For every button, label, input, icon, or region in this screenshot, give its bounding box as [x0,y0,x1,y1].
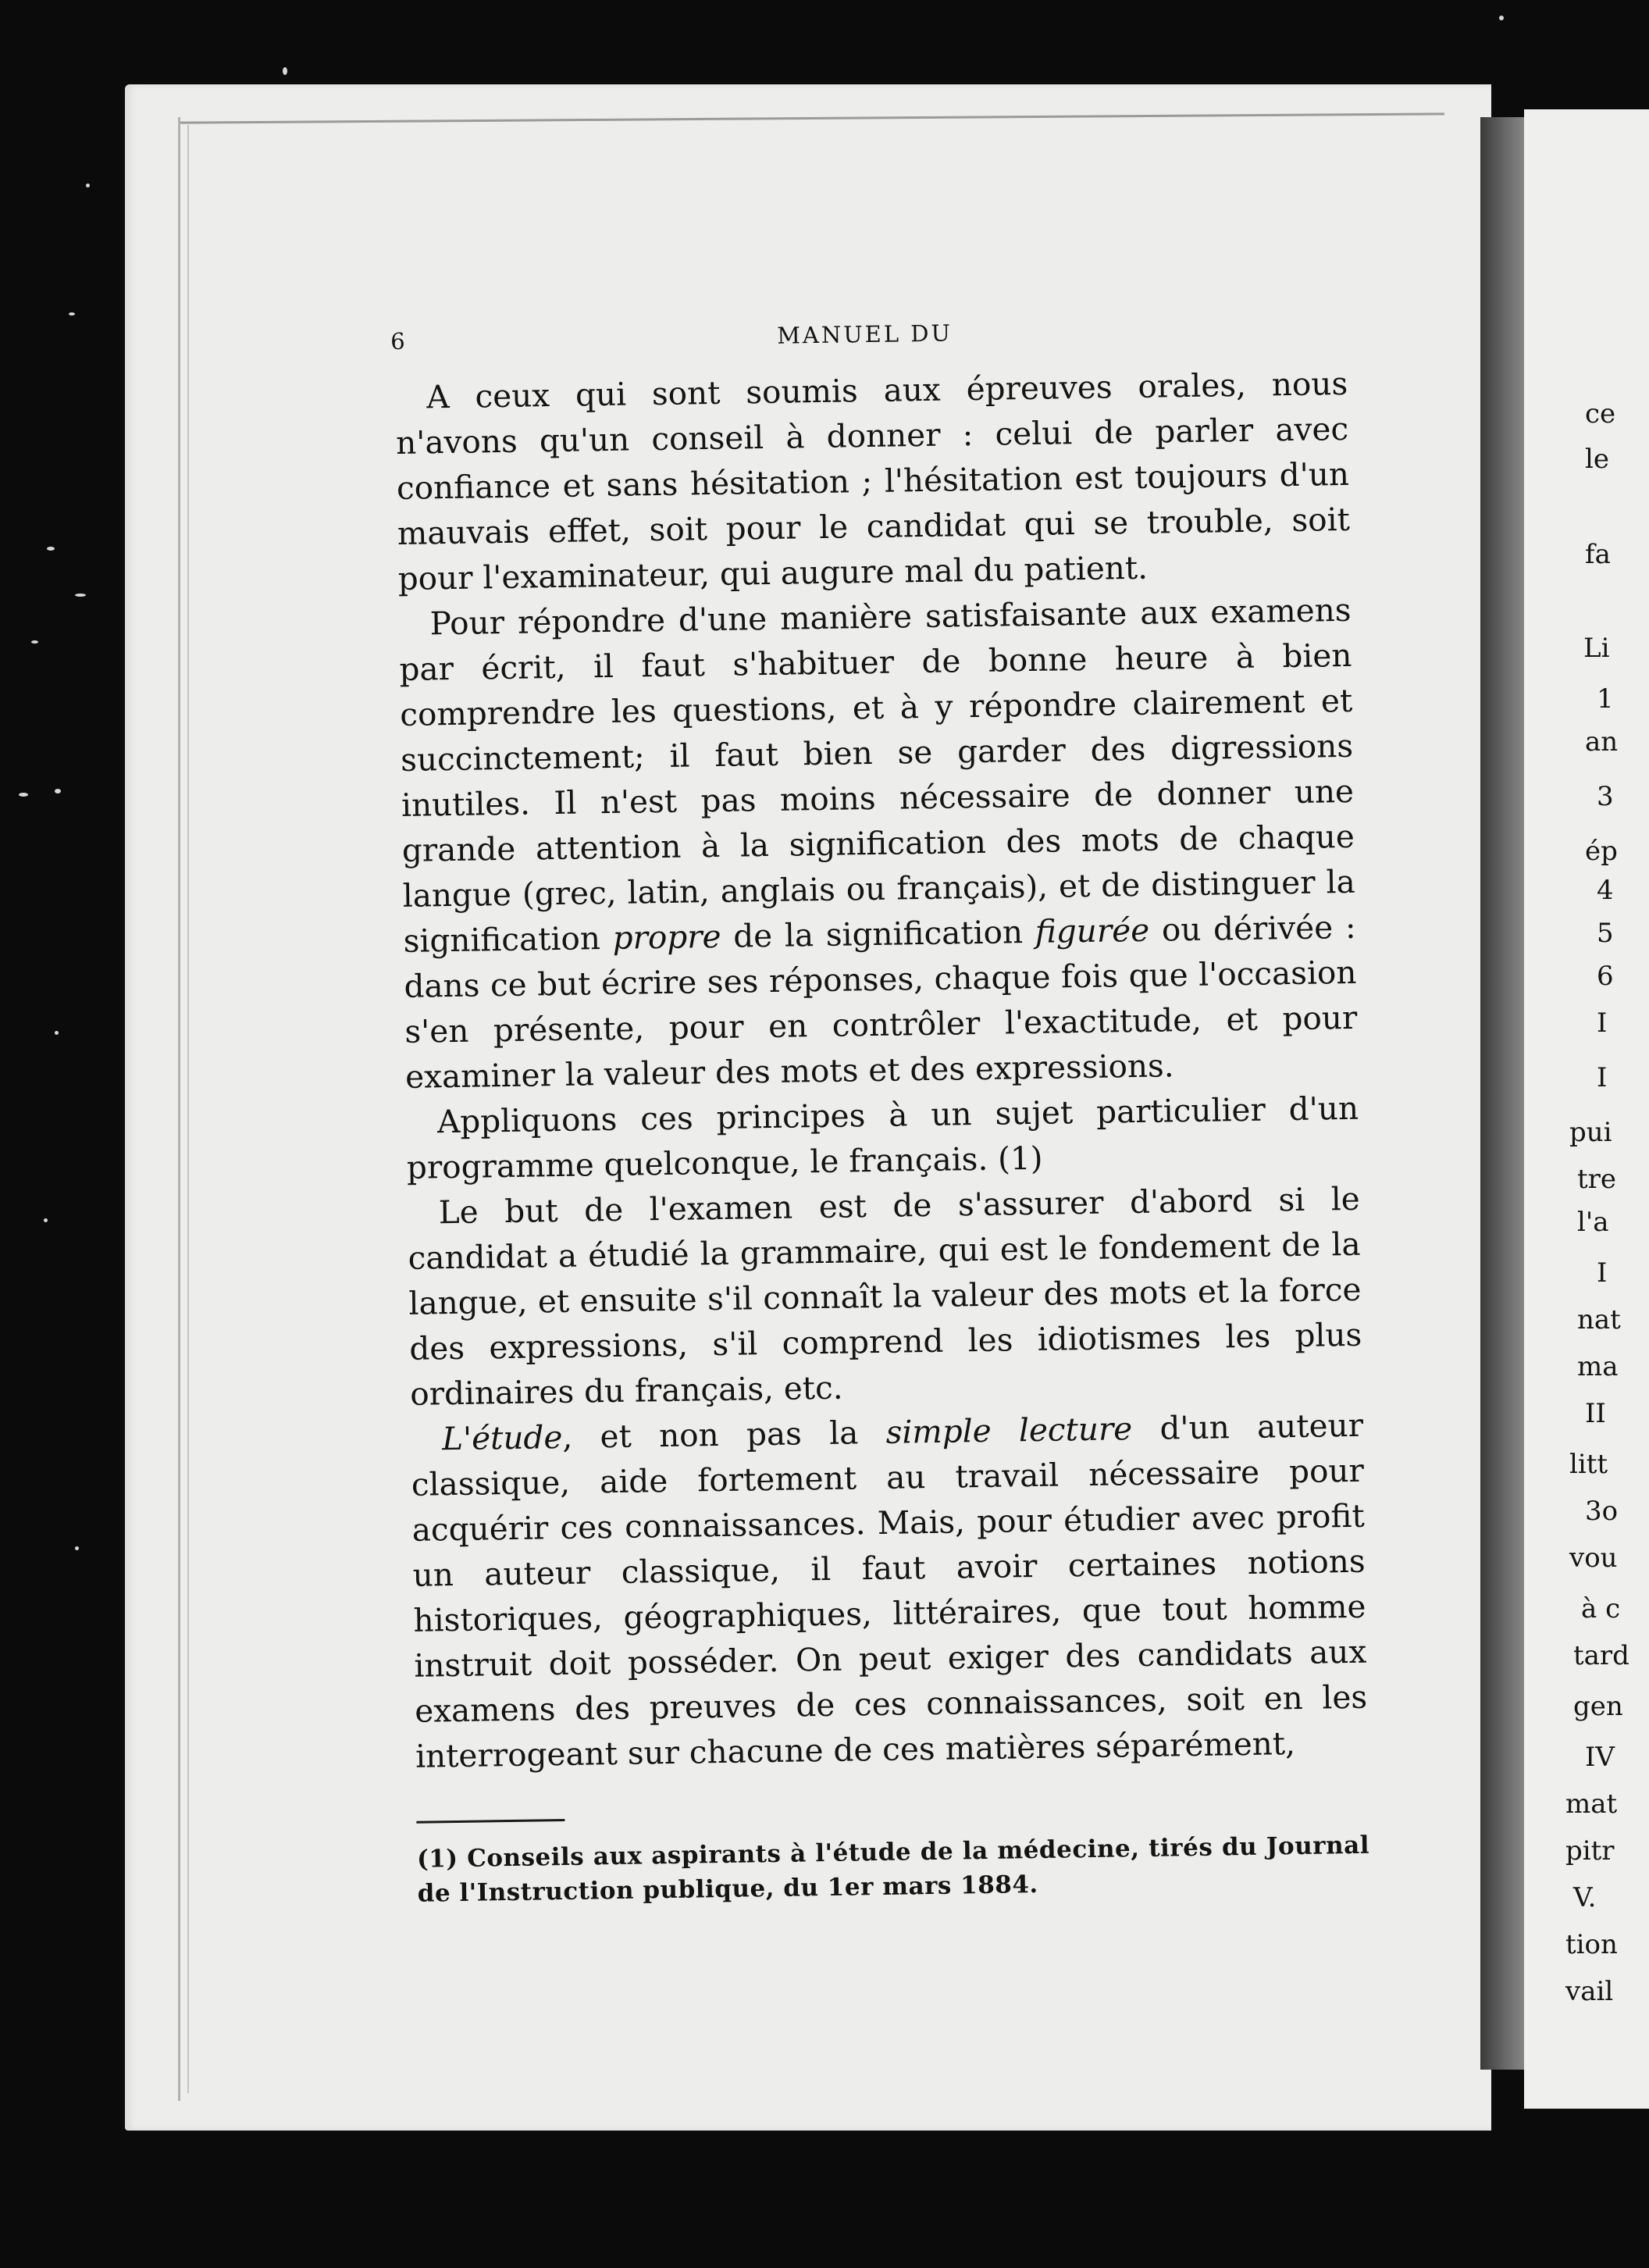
dust-speck [75,1546,79,1550]
right-page-fragment: 4 [1597,875,1614,906]
right-page-fragment: l'a [1577,1207,1609,1238]
footnote: (1) Conseils aux aspirants à l'étude de la médecine, tirés du Journal de l'Instruction publique, du 1er mars 1884. [416,1831,1370,1908]
right-page-fragment: ép [1585,836,1618,867]
paragraph [398,587,1358,1100]
right-page-fragment: vail [1565,1976,1614,2007]
dust-speck [47,547,55,551]
dust-speck [75,594,86,597]
right-page-fragment: 3o [1585,1496,1619,1527]
right-page-fragment: I [1597,1257,1608,1289]
italic-term: simple lecture [885,1410,1133,1451]
right-page-fragment: IV [1585,1742,1615,1773]
right-page-fragment: an [1585,726,1619,758]
book-gutter [1480,117,1527,2070]
paragraph: Appliquons ces principes à un sujet particulier d'un programme quelconque, le français. (1) [406,1089,1359,1186]
page-frame-rule [178,117,180,2101]
right-page-fragment: tre [1577,1164,1617,1195]
paragraph-text: d'un auteur classique, aide fortement au travail nécessaire pour acquérir ces connaissances. Mais, pour étudier avec profit un auteur classique, il faut avoir certaines notions historiques, géographiques, littéraires, que tout homme instruit doit posséder. On peut exiger des candidats aux examens des preuves de ces connaissances, soit en les interrogeant sur chacune de ces matières séparément, [411,1406,1368,1775]
dust-speck [55,789,61,793]
italic-term: figurée [1035,911,1150,950]
page-number: 6 [390,327,408,355]
paragraph: Le but de l'examen est de s'assurer d'abord si le candidat a étudié la grammaire, qui est le fondement de la langue, et ensuite s'il connaît la valeur des mots et la force des expressions, s'il comprend les idiotismes les plus ordinaires du français, etc. [408,1179,1362,1413]
dust-speck [69,312,75,316]
right-page-fragment: ma [1577,1351,1619,1382]
footnote-rule [416,1819,565,1824]
paragraph [411,1403,1369,1779]
right-page-fragment: ce [1585,398,1616,430]
right-page-fragment: 6 [1597,961,1614,992]
paragraph-text: , et non pas la [561,1413,886,1456]
right-page-fragment: tion [1565,1929,1618,1960]
paragraph-text: ou dérivée : dans ce but écrire ses réponses, chaque fois que l'occasion s'en présente, pour en contrôler l'exactitude, et pour examiner la valeur des mots et des expressions. [404,908,1358,1096]
running-head-title: MANUEL DU [776,319,953,349]
page-text-block [390,314,1370,1911]
right-page-fragment: Li [1583,633,1610,664]
right-page-fragment: gen [1573,1691,1623,1722]
right-page-fragment: nat [1577,1304,1621,1335]
right-page-fragment: V. [1573,1882,1597,1913]
right-page-fragment: pitr [1565,1835,1615,1867]
italic-term: propre [612,917,721,957]
right-page-fragment: 1 [1597,683,1614,715]
paragraph: A ceux qui sont soumis aux épreuves orales, nous n'avons qu'un conseil à donner : celui de parler avec confiance et sans hésitation ; l'hésitation est toujours d'un mauvais effet, soit pour le candidat qui se trouble, soit pour l'examinateur, qui augure mal du patient. [395,364,1351,597]
italic-term: L'étude [441,1418,563,1458]
dust-speck [19,793,28,797]
dust-speck [31,640,38,644]
right-page-fragment: pui [1569,1117,1612,1148]
body-text [395,361,1369,1779]
right-page-fragment: II [1585,1398,1606,1429]
right-page-fragment: 3 [1597,781,1614,812]
dust-speck [86,184,90,187]
dust-speck [55,1031,59,1035]
right-page-fragment: I [1597,1007,1608,1039]
right-page-fragment: vou [1569,1542,1618,1574]
right-page-fragment: le [1585,444,1609,475]
right-page-fragment: fa [1585,539,1611,570]
right-page-fragment: 5 [1597,918,1614,949]
paragraph-text: Pour répondre d'une manière satisfaisante aux examens par écrit, il faut s'habituer de bonne heure à bien comprendre les questions, et à y répondre clairement et succinctement; il faut bien se garder des digressions inutiles. Il n'est pas moins nécessaire de donner une grande attention à la signification des mots de chaque langue (grec, latin, anglais ou français), et de distinguer la signification [399,590,1356,960]
dust-speck [1499,16,1504,20]
dust-speck [283,67,287,75]
page-frame-rule [187,125,189,2093]
right-page-fragment: à c [1581,1593,1621,1624]
right-page-fragment: mat [1565,1788,1618,1820]
dust-speck [44,1218,48,1222]
paragraph-text: de la signification [721,912,1036,955]
right-page-fragment: litt [1569,1449,1608,1480]
right-page-fragment: I [1597,1062,1608,1093]
right-page-fragment: tard [1573,1640,1629,1671]
